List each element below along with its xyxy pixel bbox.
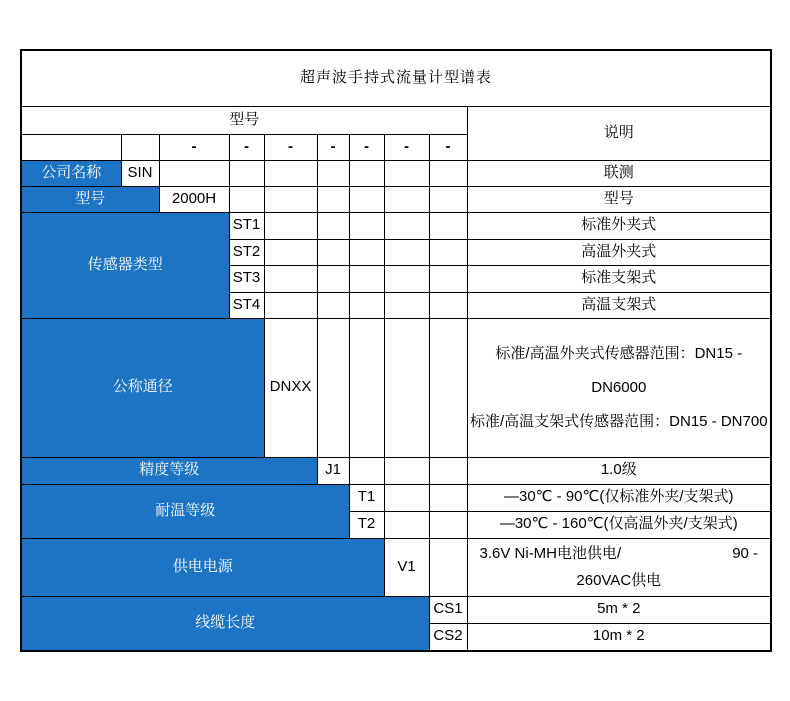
- empty-cell: [429, 318, 467, 457]
- sensor-desc: 高温支架式: [467, 292, 771, 318]
- dash-separator: -: [159, 134, 229, 160]
- empty-cell: [317, 265, 349, 292]
- header-model: 型号: [21, 106, 467, 134]
- model-code: 2000H: [159, 186, 229, 212]
- power-desc-range-start: 90 -: [732, 545, 759, 562]
- model-row: [21, 186, 771, 212]
- accuracy-code: J1: [317, 457, 349, 484]
- empty-cell: [264, 160, 317, 186]
- power-desc-line2: 260VAC供电: [576, 572, 662, 589]
- cable-desc: 10m * 2: [467, 623, 771, 651]
- row-label-model: 型号: [21, 186, 159, 212]
- empty-cell: [429, 160, 467, 186]
- empty-cell: [317, 239, 349, 265]
- temperature-code: T2: [349, 511, 384, 538]
- model-desc: 型号: [467, 186, 771, 212]
- dash-separator: -: [229, 134, 264, 160]
- dash-separator: -: [429, 134, 467, 160]
- empty-cell: [317, 292, 349, 318]
- diameter-range-clamp: 标准/高温外夹式传感器范围：DN15 - DN6000: [495, 344, 743, 396]
- power-row: [21, 538, 771, 596]
- empty-cell: [384, 318, 429, 457]
- dash-separator: -: [264, 134, 317, 160]
- company-row: [21, 160, 771, 186]
- row-label-power: 供电电源: [21, 538, 384, 596]
- row-label-temperature: 耐温等级: [21, 484, 349, 538]
- empty-cell: [429, 484, 467, 511]
- accuracy-desc: 1.0级: [467, 457, 771, 484]
- empty-cell: [229, 186, 264, 212]
- empty-cell: [317, 186, 349, 212]
- empty-cell: [121, 134, 159, 160]
- empty-cell: [384, 160, 429, 186]
- page-title: 超声波手持式流量计型谱表: [21, 50, 771, 106]
- empty-cell: [429, 212, 467, 239]
- empty-cell: [349, 318, 384, 457]
- power-code: V1: [384, 538, 429, 596]
- temperature-row: [21, 484, 771, 511]
- empty-cell: [384, 239, 429, 265]
- diameter-range-bracket: 标准/高温支架式传感器范围：DN15 - DN700: [470, 412, 768, 430]
- empty-cell: [349, 265, 384, 292]
- empty-cell: [384, 186, 429, 212]
- empty-cell: [429, 292, 467, 318]
- temperature-code: T1: [349, 484, 384, 511]
- accuracy-row: [21, 457, 771, 484]
- company-desc: 联测: [467, 160, 771, 186]
- power-desc: [467, 538, 771, 596]
- empty-cell: [384, 265, 429, 292]
- dash-separator: -: [349, 134, 384, 160]
- empty-cell: [384, 292, 429, 318]
- sensor-row: [21, 212, 771, 239]
- row-label-diameter: 公称通径: [21, 318, 264, 457]
- empty-cell: [264, 212, 317, 239]
- power-desc-line1: [470, 540, 769, 567]
- sensor-code: ST1: [229, 212, 264, 239]
- title-row: [21, 50, 771, 106]
- empty-cell: [349, 457, 384, 484]
- empty-cell: [429, 265, 467, 292]
- empty-cell: [384, 457, 429, 484]
- sensor-code: ST4: [229, 292, 264, 318]
- empty-cell: [429, 186, 467, 212]
- empty-cell: [384, 212, 429, 239]
- company-code: SIN: [121, 160, 159, 186]
- header-row: [21, 106, 771, 134]
- empty-cell: [429, 538, 467, 596]
- empty-cell: [317, 160, 349, 186]
- sensor-desc: 标准支架式: [467, 265, 771, 292]
- power-desc-battery: 3.6V Ni-MH电池供电/: [479, 545, 622, 562]
- empty-cell: [349, 212, 384, 239]
- empty-cell: [317, 212, 349, 239]
- temperature-desc: —30℃ - 90℃(仅标准外夹/支架式): [467, 484, 771, 511]
- empty-cell: [21, 134, 121, 160]
- row-label-company: 公司名称: [21, 160, 121, 186]
- empty-cell: [429, 457, 467, 484]
- sensor-code: ST3: [229, 265, 264, 292]
- sensor-code: ST2: [229, 239, 264, 265]
- empty-cell: [264, 186, 317, 212]
- empty-cell: [229, 160, 264, 186]
- empty-cell: [384, 511, 429, 538]
- spec-table: [20, 49, 772, 652]
- empty-cell: [264, 265, 317, 292]
- diameter-desc: [467, 318, 771, 457]
- empty-cell: [429, 511, 467, 538]
- empty-cell: [264, 292, 317, 318]
- empty-cell: [317, 318, 349, 457]
- empty-cell: [384, 484, 429, 511]
- header-description: 说明: [467, 106, 771, 160]
- row-label-sensor-type: 传感器类型: [21, 212, 229, 318]
- diameter-row: [21, 318, 771, 457]
- diameter-code: DNXX: [264, 318, 317, 457]
- cable-row: [21, 596, 771, 623]
- row-label-accuracy: 精度等级: [21, 457, 317, 484]
- cable-code: CS2: [429, 623, 467, 651]
- row-label-cable: 线缆长度: [21, 596, 429, 651]
- sensor-desc: 标准外夹式: [467, 212, 771, 239]
- empty-cell: [349, 186, 384, 212]
- empty-cell: [349, 239, 384, 265]
- empty-cell: [264, 239, 317, 265]
- empty-cell: [429, 239, 467, 265]
- empty-cell: [349, 160, 384, 186]
- cable-code: CS1: [429, 596, 467, 623]
- dash-separator: -: [317, 134, 349, 160]
- sensor-desc: 高温外夹式: [467, 239, 771, 265]
- temperature-desc: —30℃ - 160℃(仅高温外夹/支架式): [467, 511, 771, 538]
- empty-cell: [159, 160, 229, 186]
- dash-separator: -: [384, 134, 429, 160]
- cable-desc: 5m * 2: [467, 596, 771, 623]
- empty-cell: [349, 292, 384, 318]
